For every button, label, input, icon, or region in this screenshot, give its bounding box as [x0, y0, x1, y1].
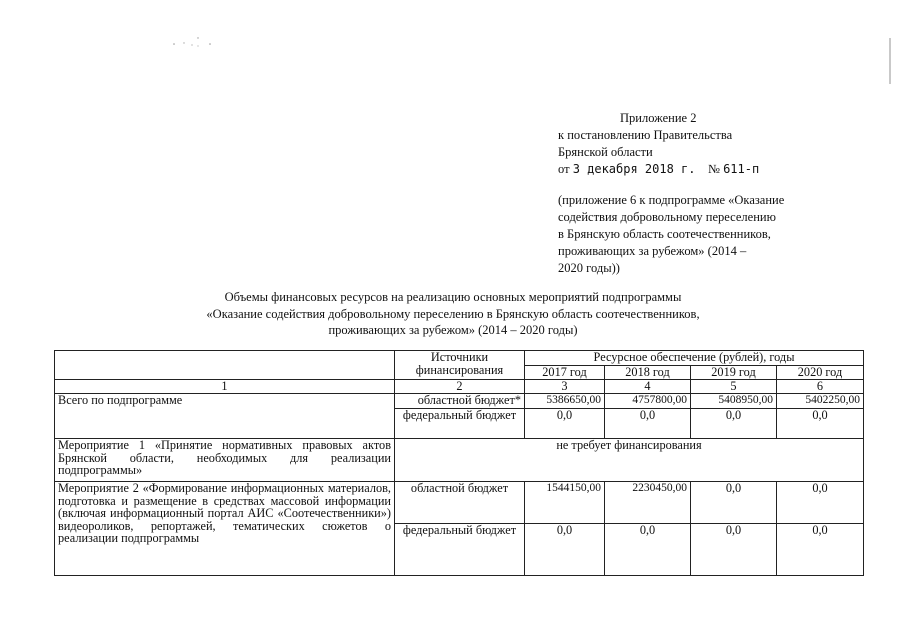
value-cell: 2230450,00	[605, 482, 691, 524]
header-empty-cell	[55, 351, 395, 380]
table-numbers-row	[55, 380, 864, 394]
appendix-date-line	[558, 161, 843, 178]
value-cell: 5386650,00	[525, 394, 605, 409]
appendix-line: Брянской области	[558, 145, 653, 159]
table-row	[55, 439, 864, 482]
document-heading	[100, 289, 806, 339]
value-cell: 5408950,00	[691, 394, 777, 409]
column-number: 6	[777, 380, 864, 394]
column-number: 3	[525, 380, 605, 394]
value-cell: 0,0	[525, 524, 605, 576]
header-year: 2018 год	[605, 366, 691, 380]
table-header-row	[55, 351, 864, 366]
column-number: 1	[55, 380, 395, 394]
source-cell: федеральный бюджет	[395, 524, 525, 576]
appendix-line: к постановлению Правительства	[558, 128, 733, 142]
header-year: 2019 год	[691, 366, 777, 380]
header-year: 2020 год	[777, 366, 864, 380]
header-resources: Ресурсное обеспечение (рублей), годы	[525, 351, 864, 366]
value-cell: 0,0	[777, 409, 864, 439]
value-cell: 0,0	[691, 524, 777, 576]
column-number: 2	[395, 380, 525, 394]
header-year: 2017 год	[525, 366, 605, 380]
heading-line: проживающих за рубежом» (2014 – 2020 годы)	[328, 323, 578, 337]
no-funding-note: не требует финансирования	[395, 439, 864, 482]
value-cell: 5402250,00	[777, 394, 864, 409]
scan-edge-mark	[889, 38, 891, 84]
finance-table	[54, 350, 864, 576]
table-row	[55, 482, 864, 524]
note-line: 2020 годы))	[558, 261, 620, 275]
scan-specks	[170, 34, 230, 54]
number-prefix: №	[708, 162, 720, 176]
value-cell: 0,0	[777, 524, 864, 576]
heading-line: «Оказание содействия добровольному переселению в Брянскую область соотечественников,	[206, 306, 700, 321]
value-cell: 0,0	[691, 409, 777, 439]
value-cell: 4757800,00	[605, 394, 691, 409]
row-label: Мероприятие 2 «Формирование информационных материалов, подготовка и размещение в средствах массовой информации (включая информационный портал АИС «Соотечественники») видеороликов, репортажей, тематических сюжетов о реализации подпрограммы	[55, 482, 395, 576]
value-cell: 0,0	[605, 524, 691, 576]
header-sources: Источники финансирования	[395, 351, 525, 380]
appendix-block	[558, 110, 843, 178]
value-cell: 0,0	[605, 409, 691, 439]
note-line: в Брянскую область соотечественников,	[558, 227, 771, 241]
note-line: (приложение 6 к подпрограмме «Оказание	[558, 193, 785, 207]
appendix-title: Приложение 2	[620, 111, 697, 125]
note-line: содействия добровольному переселению	[558, 210, 776, 224]
program-note	[558, 192, 840, 277]
source-cell: областной бюджет*	[395, 394, 525, 409]
date-prefix: от	[558, 162, 570, 176]
column-number: 4	[605, 380, 691, 394]
value-cell: 0,0	[777, 482, 864, 524]
value-cell: 0,0	[691, 482, 777, 524]
value-cell: 0,0	[525, 409, 605, 439]
number-value: 611-п	[723, 162, 760, 176]
table-row	[55, 394, 864, 409]
source-cell: федеральный бюджет	[395, 409, 525, 439]
row-label: Мероприятие 1 «Принятие нормативных правовых актов Брянской области, необходимых для реализации подпрограммы»	[55, 439, 395, 482]
column-number: 5	[691, 380, 777, 394]
date-value: 3 декабря 2018 г.	[572, 162, 696, 176]
heading-line: Объемы финансовых ресурсов на реализацию основных мероприятий подпрограммы	[224, 290, 682, 304]
value-cell: 1544150,00	[525, 482, 605, 524]
note-line: проживающих за рубежом» (2014 –	[558, 244, 747, 258]
source-cell: областной бюджет	[395, 482, 525, 524]
row-label: Всего по подпрограмме	[55, 394, 395, 439]
